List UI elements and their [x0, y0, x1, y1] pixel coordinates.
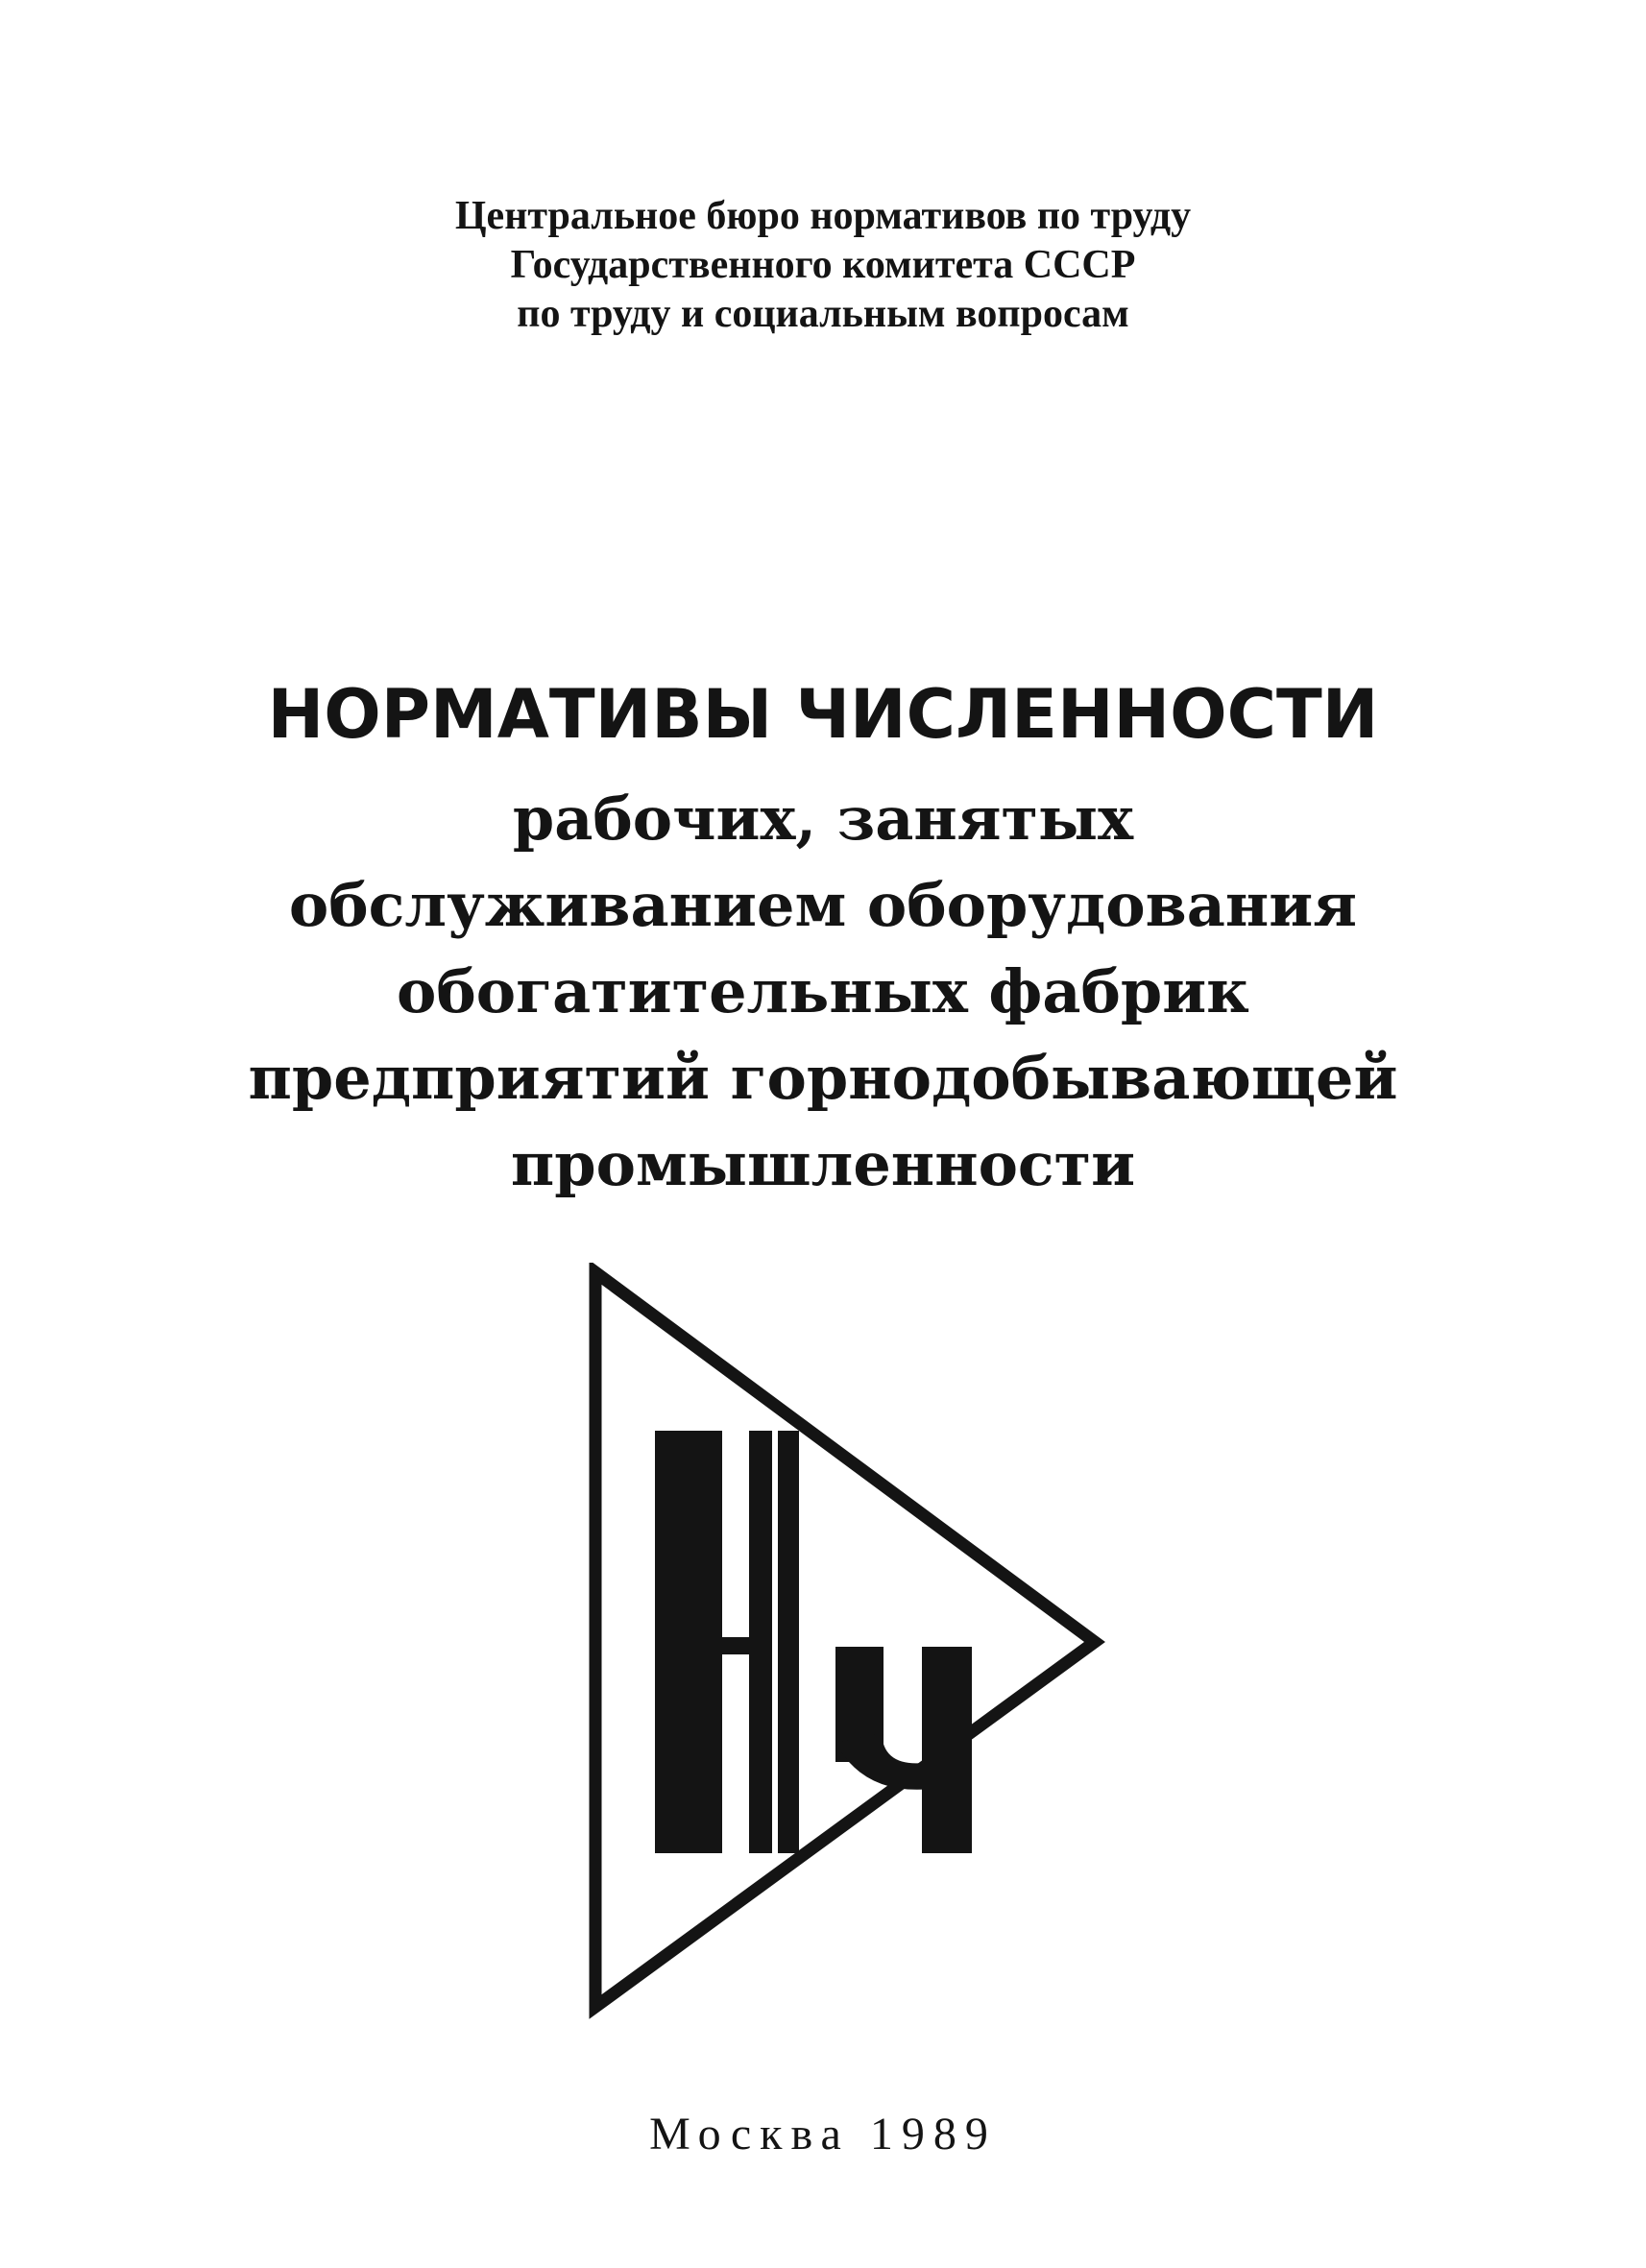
footer-year: 1989	[869, 2109, 997, 2159]
publisher-line-1: Центральное бюро нормативов по труду	[454, 194, 1192, 238]
subtitle-line-1: рабочих, занятых	[512, 784, 1134, 854]
logo-letter-big	[655, 1431, 799, 1853]
subtitle-line-5: промышленности	[510, 1129, 1136, 1199]
subtitle-line-4: предприятий горнодобывающей	[248, 1043, 1398, 1113]
hch-logo-icon	[576, 1263, 1114, 2031]
subtitle-line-3: обогатительных фабрик	[397, 956, 1249, 1026]
publisher-block	[0, 192, 1646, 339]
publisher-line-2: Государственного комитета СССР	[510, 243, 1136, 287]
subtitle-line-2: обслуживанием оборудования	[288, 870, 1358, 940]
document-title: НОРМАТИВЫ ЧИСЛЕННОСТИ	[267, 675, 1379, 754]
footer-city: Москва	[649, 2109, 850, 2159]
footer-imprint	[0, 2108, 1646, 2160]
document-subtitle	[0, 776, 1646, 1208]
publisher-line-3: по труду и социальным вопросам	[517, 292, 1129, 336]
